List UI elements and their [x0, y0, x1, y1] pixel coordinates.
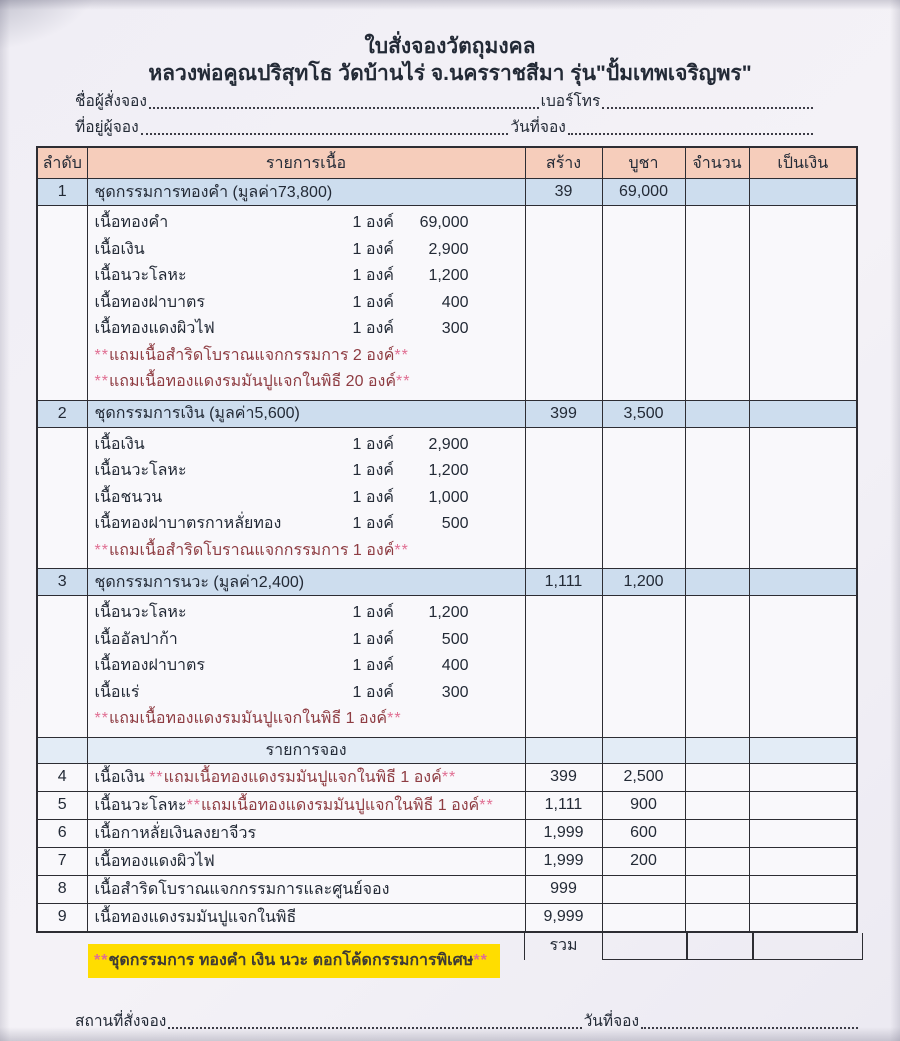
made-cell-empty: [525, 596, 602, 738]
detail-line: [95, 511, 525, 538]
item-name-text: เนื้อสำริดโบราณแจกกรรมการและศูนย์จอง: [94, 880, 390, 898]
detail-unit: 1 องค์: [352, 320, 394, 337]
column-header-amount: เป็นเงิน: [749, 147, 857, 179]
detail-unit: 1 องค์: [352, 630, 394, 648]
detail-price: 400: [441, 657, 469, 674]
row-number: 1: [37, 179, 87, 206]
detail-unit: 1 องค์: [352, 435, 394, 453]
detail-price: 400: [441, 293, 469, 311]
item-name-text: เนื้อนวะโลหะ: [94, 796, 187, 814]
amount-cell: [749, 903, 857, 932]
detail-price: 69,000: [419, 214, 469, 231]
detail-unit: 1 องค์: [352, 488, 394, 506]
item-name: [87, 903, 525, 932]
item-name: [87, 791, 525, 819]
order-place-fill-line: [168, 1027, 581, 1029]
order-item-row: [37, 847, 857, 875]
made-count: 399: [525, 400, 602, 427]
detail-cell: [87, 206, 525, 401]
price-value: [602, 875, 685, 903]
bonus-note-text: แถมเนื้อสำริดโบราณแจกกรรมการ 1 องค์: [108, 541, 395, 559]
column-header-price: บูชา: [602, 147, 685, 179]
amount-cell: [749, 596, 857, 738]
item-set-row: [37, 179, 857, 206]
price-cell-empty: [602, 427, 685, 569]
column-header-material: รายการเนื้อ: [87, 147, 525, 179]
amount-cell: [749, 400, 857, 427]
row-number: 6: [37, 819, 87, 847]
bonus-note-text: แถมเนื้อทองแดงรมมันปูแจกในพิธี 1 องค์: [108, 710, 388, 727]
table-header-row: [37, 147, 857, 179]
amount-cell: [749, 737, 857, 763]
address-line: [0, 114, 900, 140]
quantity-cell: [685, 819, 749, 847]
amount-cell: [749, 791, 857, 819]
detail-line: [95, 680, 525, 707]
amount-cell: [749, 819, 857, 847]
row-number: 7: [37, 847, 87, 875]
section-title: รายการจอง: [87, 737, 525, 763]
item-details-row: [37, 427, 857, 569]
made-cell-empty: [525, 737, 602, 763]
detail-material-name: เนื้อนวะโลหะ: [94, 462, 187, 479]
detail-material-name: เนื้อทองฝาบาตร: [94, 657, 205, 674]
item-name: [87, 819, 525, 847]
bonus-stars-right: **: [394, 541, 409, 559]
detail-unit: 1 องค์: [352, 657, 394, 674]
made-count: 1,111: [525, 791, 602, 819]
highlight-note-stars-right: **: [473, 951, 488, 969]
detail-line: [95, 485, 525, 512]
made-count: 1,999: [525, 819, 602, 847]
detail-unit: 1 องค์: [352, 515, 394, 532]
item-set-row: [37, 569, 857, 596]
bonus-stars-left: **: [186, 796, 202, 814]
bonus-stars-left: **: [94, 710, 109, 727]
detail-line: [95, 458, 525, 485]
made-count: 9,999: [525, 903, 602, 932]
detail-price: 300: [441, 320, 469, 337]
price-value: 1,200: [602, 569, 685, 596]
form-title: ใบสั่งจองวัตถุมงคล: [364, 35, 536, 58]
detail-material-name: เนื้อเงิน: [94, 240, 145, 258]
item-name-text: เนื้อทองแดงผิวไฟ: [94, 852, 215, 870]
detail-unit: 1 องค์: [352, 604, 394, 621]
column-header-made: สร้าง: [525, 147, 602, 179]
orderer-name-label: ชื่อผู้สั่งจอง: [75, 93, 147, 110]
amount-cell: [749, 569, 857, 596]
price-value: 69,000: [602, 179, 685, 206]
detail-material-name: เนื้อทองฝาบาตรกาหลั่ยทอง: [94, 515, 282, 532]
detail-material-name: เนื้อทองฝาบาตร: [94, 293, 205, 311]
detail-price: 300: [441, 683, 469, 701]
detail-unit: 1 องค์: [352, 293, 394, 311]
order-item-row: [37, 875, 857, 903]
footer-date-label: วันที่จอง: [583, 1012, 640, 1030]
bonus-stars-left: **: [94, 346, 109, 364]
price-value: 200: [602, 847, 685, 875]
made-count: 39: [525, 179, 602, 206]
made-count: 999: [525, 875, 602, 903]
detail-price: 2,900: [428, 435, 469, 453]
bonus-note-line: [95, 343, 525, 370]
order-date-fill-line: [568, 133, 813, 135]
order-item-row: [37, 819, 857, 847]
detail-unit: 1 องค์: [352, 240, 394, 258]
row-number-empty: [37, 596, 87, 738]
detail-unit: 1 องค์: [352, 683, 394, 701]
row-number: 4: [37, 763, 87, 791]
order-item-row: [37, 763, 857, 791]
item-name-text: เนื้อกาหลั่ยเงินลงยาจีวร: [94, 824, 257, 842]
detail-price: 2,900: [428, 240, 469, 258]
order-place-label: สถานที่สั่งจอง: [75, 1012, 167, 1030]
column-header-index: ลำดับ: [37, 147, 87, 179]
detail-price: 1,200: [428, 604, 469, 621]
amount-cell: [749, 179, 857, 206]
order-item-row: [37, 903, 857, 932]
order-table: [36, 146, 858, 933]
item-name: [87, 763, 525, 791]
quantity-cell: [685, 569, 749, 596]
row-number-empty: [37, 206, 87, 401]
row-number: 8: [37, 875, 87, 903]
phone-label: เบอร์โทร: [540, 93, 601, 110]
amount-cell: [749, 847, 857, 875]
quantity-cell: [685, 427, 749, 569]
price-value: 3,500: [602, 400, 685, 427]
detail-price: 1,200: [428, 462, 469, 479]
detail-line: [95, 290, 525, 317]
amount-cell: [749, 875, 857, 903]
detail-line: [95, 210, 525, 237]
bonus-stars-right: **: [479, 796, 494, 814]
item-details-row: [37, 206, 857, 401]
highlight-note: [88, 944, 500, 978]
bonus-note-text: แถมเนื้อทองแดงรมมันปูแจกในพิธี 20 องค์: [108, 373, 397, 390]
bonus-stars-right: **: [396, 373, 411, 390]
row-number-empty: [37, 737, 87, 763]
quantity-cell: [685, 875, 749, 903]
item-name-text: ชุดกรรมการเงิน (มูลค่า5,600): [94, 405, 300, 422]
address-fill-line: [141, 133, 509, 135]
bonus-stars-right: **: [441, 768, 457, 786]
quantity-cell: [685, 596, 749, 738]
column-header-quantity: จำนวน: [685, 147, 749, 179]
phone-fill-line: [602, 107, 813, 109]
row-number: 5: [37, 791, 87, 819]
detail-line: [95, 263, 525, 290]
detail-line: [95, 316, 525, 343]
item-set-row: [37, 400, 857, 427]
row-number: 2: [37, 400, 87, 427]
detail-cell: [87, 596, 525, 738]
highlight-note-stars-left: **: [94, 951, 109, 969]
detail-unit: 1 องค์: [352, 462, 394, 479]
price-cell-empty: [602, 596, 685, 738]
item-name: [87, 847, 525, 875]
highlight-note-text: ชุดกรรมการ ทองคำ เงิน นวะ ตอกโค้ดกรรมการพิเศษ: [108, 951, 474, 969]
made-count: 1,111: [525, 569, 602, 596]
row-number: 3: [37, 569, 87, 596]
item-name-text: เนื้อทองแดงรมมันปูแจกในพิธี: [94, 908, 297, 926]
order-date-label: วันที่จอง: [510, 119, 566, 136]
detail-material-name: เนื้อเงิน: [94, 435, 145, 453]
bonus-note-text: แถมเนื้อสำริดโบราณแจกกรรมการ 2 องค์: [108, 346, 395, 364]
amount-cell: [749, 206, 857, 401]
item-name-text: ชุดกรรมการทองคำ (มูลค่า73,800): [94, 183, 333, 201]
quantity-cell: [685, 737, 749, 763]
price-value: 2,500: [602, 763, 685, 791]
quantity-cell: [685, 847, 749, 875]
detail-unit: 1 องค์: [352, 214, 394, 231]
amount-cell: [749, 427, 857, 569]
quantity-cell: [685, 400, 749, 427]
detail-material-name: เนื้อทองแดงผิวไฟ: [94, 320, 215, 337]
price-cell-empty: [602, 206, 685, 401]
form-subtitle: หลวงพ่อคูณปริสุทโธ วัดบ้านไร่ จ.นครราชสีมา รุ่น"ปั้มเทพเจริญพร": [148, 62, 752, 85]
made-cell-empty: [525, 206, 602, 401]
bonus-note-line: [95, 538, 525, 565]
detail-material-name: เนื้อชนวน: [94, 488, 163, 506]
detail-material-name: เนื้อทองคำ: [94, 214, 169, 231]
order-place-line: [0, 1008, 900, 1034]
row-number: 9: [37, 903, 87, 932]
order-item-row: [37, 791, 857, 819]
bonus-stars-left: **: [94, 541, 109, 559]
item-name-text: ชุดกรรมการนวะ (มูลค่า2,400): [94, 573, 305, 591]
detail-unit: 1 องค์: [352, 267, 394, 284]
row-number-empty: [37, 427, 87, 569]
detail-price: 1,000: [428, 488, 469, 506]
bonus-note-text: แถมเนื้อทองแดงรมมันปูแจกในพิธี 1 องค์: [163, 768, 442, 786]
item-name: [87, 875, 525, 903]
total-label: รวม: [524, 933, 602, 960]
detail-material-name: เนื้อนวะโลหะ: [94, 267, 187, 284]
detail-price: 1,200: [428, 267, 469, 284]
bonus-note-line: [95, 706, 525, 733]
detail-material-name: เนื้อนวะโลหะ: [94, 604, 187, 621]
item-name: [87, 569, 525, 596]
quantity-cell: [685, 791, 749, 819]
section-header-row: [37, 737, 857, 763]
detail-line: [95, 627, 525, 654]
bonus-stars-left: **: [94, 373, 109, 390]
detail-material-name: เนื้ออัลปาก้า: [94, 630, 178, 648]
quantity-cell: [685, 903, 749, 932]
bonus-stars-right: **: [387, 710, 402, 727]
form-header: [0, 0, 900, 88]
made-count: 1,999: [525, 847, 602, 875]
quantity-cell: [685, 763, 749, 791]
item-name-text: เนื้อเงิน: [94, 768, 150, 786]
price-cell-empty: [602, 737, 685, 763]
detail-price: 500: [441, 630, 469, 648]
price-value: [602, 903, 685, 932]
footer-date-fill-line: [641, 1027, 858, 1029]
quantity-cell: [685, 179, 749, 206]
orderer-name-fill-line: [149, 107, 539, 109]
bonus-note-text: แถมเนื้อทองแดงรมมันปูแจกในพิธี 1 องค์: [201, 796, 480, 814]
detail-cell: [87, 427, 525, 569]
bonus-stars-left: **: [149, 768, 164, 786]
detail-material-name: เนื้อแร่: [94, 683, 140, 701]
item-details-row: [37, 596, 857, 738]
bonus-stars-right: **: [394, 346, 409, 364]
item-name: [87, 179, 525, 206]
price-value: 900: [602, 791, 685, 819]
detail-price: 500: [441, 515, 469, 532]
amount-cell: [749, 763, 857, 791]
made-cell-empty: [525, 427, 602, 569]
item-name: [87, 400, 525, 427]
quantity-cell: [685, 206, 749, 401]
detail-line: [95, 237, 525, 264]
made-count: 399: [525, 763, 602, 791]
detail-line: [95, 653, 525, 680]
orderer-name-line: [0, 88, 900, 114]
detail-line: [95, 600, 525, 627]
price-value: 600: [602, 819, 685, 847]
address-label: ที่อยู่ผู้จอง: [75, 119, 139, 136]
detail-line: [95, 432, 525, 459]
bonus-note-line: [95, 369, 525, 396]
